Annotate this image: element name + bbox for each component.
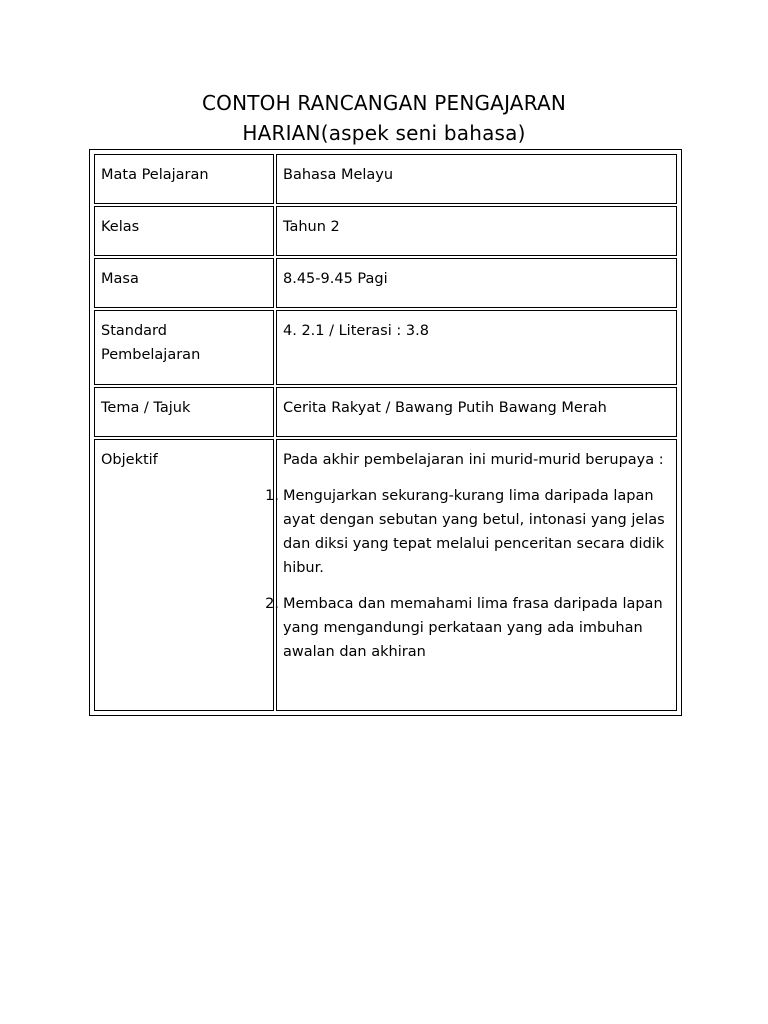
label-cell: Tema / Tajuk	[94, 387, 274, 437]
list-item	[265, 592, 670, 664]
value-cell: Cerita Rakyat / Bawang Putih Bawang Merah	[276, 387, 677, 437]
lesson-plan-table	[89, 149, 682, 716]
title-line-2: HARIAN(aspek seni bahasa)	[242, 121, 526, 145]
table-row-objective	[94, 439, 677, 711]
item-text: Membaca dan memahami lima frasa daripada lapan yang mengandungi perkataan yang ada imbuhan awalan dan akhiran	[283, 596, 663, 660]
label-cell: Objektif	[94, 439, 274, 711]
item-number: 2.	[265, 596, 279, 612]
table-row-theme	[94, 387, 677, 437]
item-text: Mengujarkan sekurang-kurang lima daripada lapan ayat dengan sebutan yang betul, intonasi yang jelas dan diksi yang tepat melalui penceritan secara didik hibur.	[283, 488, 665, 576]
objective-cell	[265, 439, 677, 711]
label-line: Pembelajaran	[101, 347, 201, 363]
table-row-time	[94, 258, 677, 308]
table-row-class	[94, 206, 677, 256]
item-number: 1.	[265, 488, 279, 504]
table-row-subject	[94, 154, 677, 204]
title-line-1: CONTOH RANCANGAN PENGAJARAN	[201, 91, 567, 115]
label-line: Standard	[101, 323, 167, 339]
value-cell: 4. 2.1 / Literasi : 3.8	[276, 310, 677, 385]
document-title	[0, 88, 768, 148]
value-cell: 8.45-9.45 Pagi	[276, 258, 677, 308]
label-cell	[94, 310, 274, 385]
value-cell: Bahasa Melayu	[276, 154, 677, 204]
label-cell: Kelas	[94, 206, 274, 256]
list-item	[265, 484, 670, 580]
label-cell: Mata Pelajaran	[94, 154, 274, 204]
objective-list	[265, 484, 670, 664]
label-cell: Masa	[94, 258, 274, 308]
value-cell: Tahun 2	[276, 206, 677, 256]
table-row-standard	[94, 310, 677, 385]
objective-intro: Pada akhir pembelajaran ini murid-murid berupaya :	[283, 452, 664, 468]
